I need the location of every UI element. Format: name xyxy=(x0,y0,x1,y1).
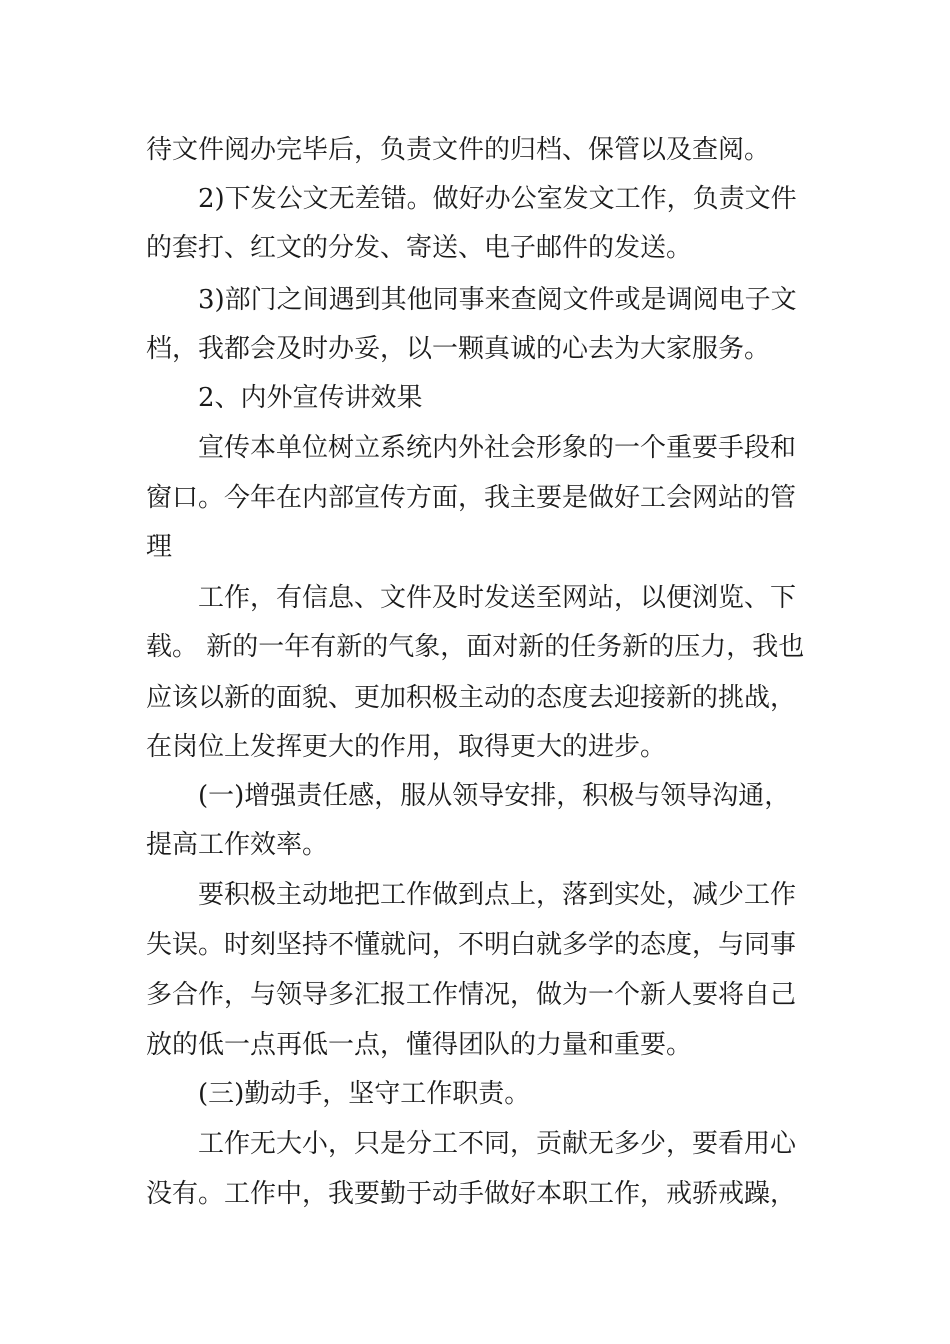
text-line: 要积极主动地把工作做到点上，落到实处，减少工作 xyxy=(198,880,797,910)
section-heading: 2、内外宣传讲效果 xyxy=(198,383,423,413)
text-line: 提高工作效率。 xyxy=(146,830,329,860)
text-line: 宣传本单位树立系统内外社会形象的一个重要手段和 xyxy=(198,433,797,463)
text-line: 档，我都会及时办妥，以一颗真诚的心去为大家服务。 xyxy=(146,334,771,364)
text-line: 待文件阅办完毕后，负责文件的归档、保管以及查阅。 xyxy=(146,135,771,165)
text-line: 应该以新的面貌、更加积极主动的态度去迎接新的挑战， xyxy=(146,683,797,713)
text-line: 的套打、红文的分发、寄送、电子邮件的发送。 xyxy=(146,233,693,263)
text-line: 2)下发公文无差错。做好办公室发文工作，负责文件 xyxy=(198,184,797,214)
section-heading: (三)勤动手，坚守工作职责。 xyxy=(198,1079,531,1109)
text-line: 工作无大小，只是分工不同，贡献无多少，要看用心 xyxy=(198,1129,797,1159)
text-line: 在岗位上发挥更大的作用，取得更大的进步。 xyxy=(146,732,667,762)
text-line: 放的低一点再低一点，懂得团队的力量和重要。 xyxy=(146,1030,693,1060)
text-line: 载。 新的一年有新的气象，面对新的任务新的压力，我也 xyxy=(146,632,805,662)
text-line: 理 xyxy=(146,532,173,562)
text-line: 失误。时刻坚持不懂就问，不明白就多学的态度，与同事 xyxy=(146,930,797,960)
section-heading: (一)增强责任感，服从领导安排，积极与领导沟通， xyxy=(198,781,791,811)
text-line: 3)部门之间遇到其他同事来查阅文件或是调阅电子文 xyxy=(198,285,797,315)
text-line: 工作，有信息、文件及时发送至网站，以便浏览、下 xyxy=(198,583,797,613)
text-line: 窗口。今年在内部宣传方面，我主要是做好工会网站的管 xyxy=(146,483,797,513)
text-line: 没有。工作中，我要勤于动手做好本职工作，戒骄戒躁， xyxy=(146,1179,797,1209)
text-line: 多合作，与领导多汇报工作情况，做为一个新人要将自己 xyxy=(146,980,797,1010)
